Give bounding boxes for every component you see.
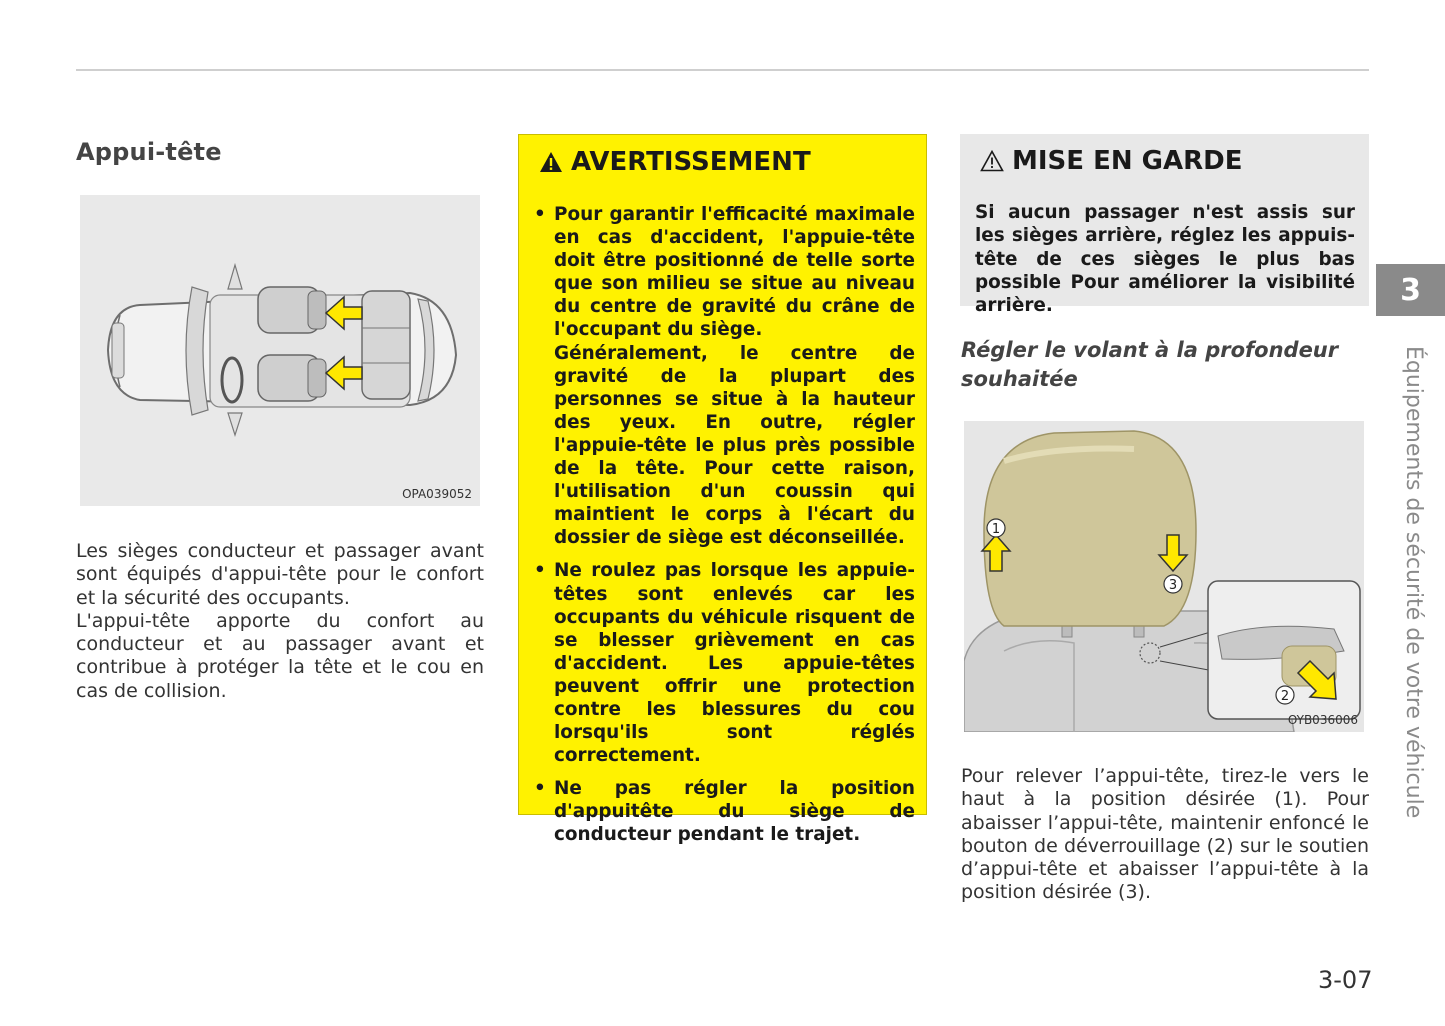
callout-1: 1: [991, 522, 1001, 537]
caution-triangle-icon: [980, 150, 1004, 172]
section-title: Appui-tête: [76, 138, 222, 166]
warning-box: [518, 134, 927, 846]
paragraph: L'appui-tête apporte du confort au conducteur et au passager avant et contribue à protéger la tête et le cou en cas de collision.: [76, 609, 484, 702]
warning-item: • Ne pas régler la position d'appuitête du siège de conducteur pendant le trajet.: [531, 777, 915, 846]
warning-item: [531, 203, 915, 549]
car-top-view-figure: [80, 195, 480, 506]
warning-heading: [539, 147, 811, 177]
car-top-view-illustration: [80, 195, 480, 506]
caution-text: Si aucun passager n'est assis sur les sièges arrière, réglez les appuis-tête de ces sièges le plus bas possible Pour améliorer la visibilité arrière.: [975, 202, 1355, 317]
caution-title: MISE EN GARDE: [1012, 146, 1243, 176]
headrest-illustration: [964, 421, 1364, 732]
headrest-adjust-text: [961, 765, 1369, 905]
warning-item: • Ne roulez pas lorsque les appuie-têtes sont enlevés car les occupants du véhicule risquent de se blesser grièvement en cas d'accident. Les appuie-têtes peuvent offrir une protection contre les blessures du cou lorsqu'ils sont réglés correctement.: [531, 559, 915, 767]
chapter-number-tab: 3: [1376, 264, 1445, 316]
figure-code: OYB036006: [1287, 713, 1358, 727]
paragraph: Les sièges conducteur et passager avant sont équipés d'appui-tête pour le confort et la sécurité des occupants.: [76, 540, 484, 609]
warning-item-text: Généralement, le centre de gravité de la plupart des personnes se situe à la hauteur des yeux. En outre, régler l'appuie-tête le plus près possible de la tête. Pour cette raison, l'utilisation d'un coussin qui maintient le corps à l'écart du dossier de siège est déconseillée.: [554, 342, 915, 549]
callout-2: 2: [1280, 689, 1290, 704]
caution-box: [960, 134, 1369, 317]
paragraph: Pour relever l’appui-tête, tirez-le vers le haut à la position désirée (1). Pour abaisser l’appui-tête, maintenir enfoncé le bouton de déverrouillage (2) sur le soutien d’appui-tête et abaisser l’appui-tête à la position désirée (3).: [961, 765, 1369, 904]
subsection-title: Régler le volant à la profondeur souhaitée: [961, 338, 1339, 391]
warning-title: AVERTISSEMENT: [571, 147, 811, 177]
callout-3: 3: [1168, 578, 1178, 593]
page-number: 3-07: [1318, 966, 1373, 994]
headrest-intro-text: [76, 540, 484, 703]
chapter-title-vertical: Équipements de sécurité de votre véhicule: [1401, 346, 1426, 819]
warning-list: [531, 203, 915, 857]
warning-item-text: Pour garantir l'efficacité maximale en cas d'accident, l'appuie-tête doit être positionné de telle sorte que son milieu se situe au niveau du centre de gravité du crâne de l'occupant du siège.: [554, 204, 915, 341]
headrest-adjustment-figure: [964, 421, 1364, 732]
figure-code: OPA039052: [402, 487, 472, 501]
warning-triangle-icon: [539, 151, 563, 173]
caution-heading: [980, 146, 1242, 176]
header-rule: [76, 69, 1369, 71]
